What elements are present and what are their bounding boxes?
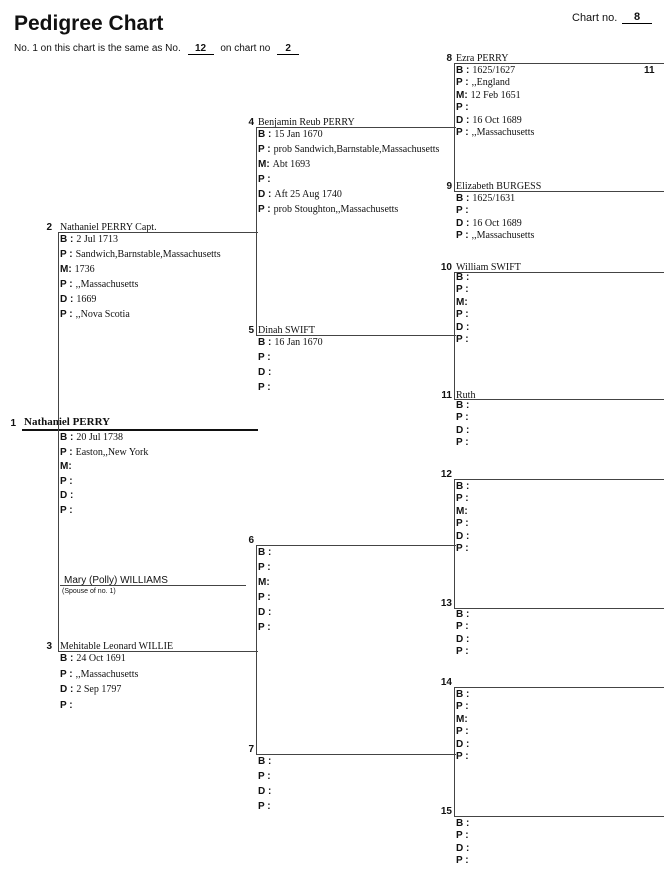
field-label: P : xyxy=(456,102,469,114)
field-label: P : xyxy=(258,352,271,363)
tick-7 xyxy=(440,754,454,755)
person-14-field-row xyxy=(456,689,472,700)
person-1-field-row xyxy=(60,505,76,516)
spouse-name: Mary (Polly) WILLIAMS xyxy=(64,575,168,586)
chart-number-value: 8 xyxy=(622,11,652,24)
same-as-prefix: No. 1 on this chart is the same as No. xyxy=(14,43,181,54)
person-12-field-row xyxy=(456,531,472,542)
field-label: P : xyxy=(456,205,469,217)
person-11-field-row xyxy=(456,400,472,411)
field-label: P : xyxy=(60,475,73,487)
person-4-field-row xyxy=(258,174,274,185)
person-3-field-row xyxy=(60,653,126,664)
person-5-number: 5 xyxy=(248,325,254,336)
field-label: P : xyxy=(60,668,73,680)
field-label: P : xyxy=(258,382,271,393)
person-7-field-row xyxy=(258,786,274,797)
person-8-field-row xyxy=(456,77,510,88)
field-label: D : xyxy=(258,607,272,618)
person-1-field-row xyxy=(60,461,75,472)
field-label: P : xyxy=(456,726,469,738)
person-4-number: 4 xyxy=(248,117,254,128)
connector-14-15 xyxy=(454,687,455,817)
person-4-field-row xyxy=(258,129,323,140)
person-3-name: Mehitable Leonard WILLIE xyxy=(60,641,174,652)
person-9-name: Elizabeth BURGESS xyxy=(456,181,542,192)
field-value: 2 Sep 1797 xyxy=(76,684,122,695)
field-label: P : xyxy=(258,204,271,215)
person-8-line xyxy=(454,63,664,64)
field-label: P : xyxy=(456,855,469,867)
connector-10-11 xyxy=(454,272,455,400)
person-11-number: 11 xyxy=(441,390,452,401)
field-label: P : xyxy=(456,543,469,554)
field-value: 24 Oct 1691 xyxy=(76,653,126,664)
field-label: B : xyxy=(456,689,470,700)
person-7-field-row xyxy=(258,756,274,767)
field-label: B : xyxy=(258,547,272,558)
person-15-field-row xyxy=(456,830,472,841)
spouse-line xyxy=(60,585,246,586)
field-label: M: xyxy=(60,461,72,472)
field-label: M: xyxy=(456,713,468,725)
tick-5 xyxy=(440,335,454,336)
field-value: ,,Massachusetts xyxy=(75,668,139,680)
person-13-field-row xyxy=(456,621,472,632)
person-11-field-row xyxy=(456,412,472,423)
field-value: Sandwich,Barnstable,Massachusetts xyxy=(75,249,221,260)
person-3-field-row xyxy=(60,700,76,711)
person-12-field-row xyxy=(456,543,472,554)
field-label: P : xyxy=(258,592,271,603)
field-label: P : xyxy=(258,174,271,185)
person-5-line xyxy=(256,335,456,336)
field-value: 1625/1631 xyxy=(472,193,516,204)
person-10-name: William SWIFT xyxy=(456,262,521,273)
field-label: P : xyxy=(60,309,73,320)
person-12-field-row xyxy=(456,518,472,529)
person-4-name: Benjamin Reub PERRY xyxy=(258,117,355,128)
field-value: ,,Nova Scotia xyxy=(75,309,130,320)
person-4-field-row xyxy=(258,204,398,215)
field-label: P : xyxy=(258,144,271,155)
person-2-field-row xyxy=(60,279,138,290)
person-8-name: Ezra PERRY xyxy=(456,53,509,64)
person-5-field-row xyxy=(258,352,274,363)
field-label: P : xyxy=(456,830,469,842)
person-7-field-row xyxy=(258,801,274,812)
person-14-field-row xyxy=(456,701,472,712)
field-label: P : xyxy=(456,621,469,633)
field-label: P : xyxy=(456,230,469,242)
person-15-field-row xyxy=(456,855,472,866)
page-title: Pedigree Chart xyxy=(14,12,164,35)
field-label: P : xyxy=(456,309,469,321)
person-14-field-row xyxy=(456,739,472,750)
field-label: P : xyxy=(456,646,469,658)
connector-8-9 xyxy=(454,63,455,192)
field-label: P : xyxy=(60,279,73,290)
field-label: D : xyxy=(60,294,74,305)
field-label: D : xyxy=(456,738,470,750)
person-2-field-row xyxy=(60,294,96,305)
person-2-name: Nathaniel PERRY Capt. xyxy=(60,222,157,233)
person-1-field-row xyxy=(60,490,76,501)
field-label: B : xyxy=(60,432,74,443)
field-label: M: xyxy=(456,505,468,517)
field-label: P : xyxy=(60,504,73,516)
person-15-number: 15 xyxy=(440,806,452,817)
person-12-number: 12 xyxy=(440,469,452,480)
field-label: D : xyxy=(258,367,272,378)
person-6-field-row xyxy=(258,562,274,573)
field-label: P : xyxy=(258,562,271,573)
field-label: B : xyxy=(456,481,470,492)
person-10-line xyxy=(454,272,664,273)
field-label: P : xyxy=(456,437,469,449)
person-9-number: 9 xyxy=(446,181,452,192)
field-label: D : xyxy=(456,633,470,645)
person-8-field-row xyxy=(456,90,521,101)
person-2-number: 2 xyxy=(46,222,52,233)
field-value: Abt 1693 xyxy=(272,159,311,170)
field-label: B : xyxy=(258,756,272,767)
person-13-field-row xyxy=(456,646,472,657)
field-label: P : xyxy=(456,518,469,530)
person-8-field-row xyxy=(456,127,534,138)
field-label: D : xyxy=(456,217,470,229)
on-chart-number: 2 xyxy=(277,43,299,55)
person-9-field-row xyxy=(456,193,515,204)
person-11-field-row xyxy=(456,437,472,448)
person-11-name: Ruth xyxy=(456,390,476,401)
field-value: prob Stoughton,,Massachusetts xyxy=(273,204,399,215)
person-14-field-row xyxy=(456,714,471,725)
person-10-field-row xyxy=(456,297,471,308)
person-13-line xyxy=(454,608,664,609)
person-9-line xyxy=(454,191,664,192)
field-label: M: xyxy=(456,89,468,101)
person-9-field-row xyxy=(456,218,522,229)
connector-6-7 xyxy=(256,545,257,755)
person-4-line xyxy=(256,127,456,128)
person-4-field-row xyxy=(258,159,310,170)
person-6-field-row xyxy=(258,592,274,603)
person-8-continuation-number: 11 xyxy=(644,65,655,76)
person-2-field-row xyxy=(60,264,95,275)
field-value: 1625/1627 xyxy=(472,65,516,76)
field-label: D : xyxy=(60,684,74,695)
person-14-number: 14 xyxy=(440,677,452,688)
field-label: B : xyxy=(258,337,272,348)
person-15-field-row xyxy=(456,818,472,829)
field-label: P : xyxy=(60,249,73,260)
field-label: D : xyxy=(258,786,272,797)
person-6-field-row xyxy=(258,622,274,633)
person-10-field-row xyxy=(456,334,472,345)
person-1-field-row xyxy=(60,447,148,458)
person-14-field-row xyxy=(456,751,472,762)
person-7-number: 7 xyxy=(248,744,254,755)
person-6-line xyxy=(256,545,456,546)
field-label: B : xyxy=(258,129,272,140)
field-label: D : xyxy=(456,114,470,126)
person-2-line xyxy=(58,232,258,233)
person-6-number: 6 xyxy=(248,535,254,546)
person-9-field-row xyxy=(456,205,472,216)
person-13-number: 13 xyxy=(440,598,452,609)
person-3-field-row xyxy=(60,669,138,680)
person-5-field-row xyxy=(258,367,274,378)
field-label: P : xyxy=(456,412,469,424)
field-label: D : xyxy=(456,321,470,333)
field-label: M: xyxy=(258,577,270,588)
person-3-field-row xyxy=(60,684,121,695)
person-7-field-row xyxy=(258,771,274,782)
connector-12-13 xyxy=(454,479,455,609)
person-4-field-row xyxy=(258,189,342,200)
person-1-name: Nathaniel PERRY xyxy=(24,416,111,428)
person-10-field-row xyxy=(456,309,472,320)
person-5-name: Dinah SWIFT xyxy=(258,325,315,336)
field-value: Easton,,New York xyxy=(75,446,149,458)
person-1-number: 1 xyxy=(10,418,16,429)
field-value: ,,Massachusetts xyxy=(471,230,535,242)
person-13-field-row xyxy=(456,609,472,620)
field-label: M: xyxy=(456,296,468,308)
person-2-field-row xyxy=(60,249,221,260)
person-8-field-row xyxy=(456,115,522,126)
on-chart-label: on chart no xyxy=(220,43,271,54)
field-value: 12 Feb 1651 xyxy=(470,89,521,101)
person-3-number: 3 xyxy=(46,641,52,652)
person-11-field-row xyxy=(456,425,472,436)
field-value: ,,England xyxy=(471,77,510,89)
person-14-field-row xyxy=(456,726,472,737)
person-12-field-row xyxy=(456,506,471,517)
connector-2-3 xyxy=(58,232,59,652)
field-value: prob Sandwich,Barnstable,Massachusetts xyxy=(273,144,440,155)
person-13-field-row xyxy=(456,634,472,645)
tick-2 xyxy=(256,232,258,233)
person-1-field-row xyxy=(60,476,76,487)
field-label: B : xyxy=(456,400,470,411)
field-label: P : xyxy=(456,284,469,296)
field-label: P : xyxy=(456,77,469,89)
person-2-field-row xyxy=(60,234,118,245)
field-value: 15 Jan 1670 xyxy=(274,129,323,140)
person-8-field-row xyxy=(456,102,472,113)
field-value: Aft 25 Aug 1740 xyxy=(274,189,342,200)
person-6-field-row xyxy=(258,607,274,618)
field-label: D : xyxy=(456,842,470,854)
spouse-note: (Spouse of no. 1) xyxy=(62,588,116,595)
field-label: P : xyxy=(456,493,469,505)
person-15-field-row xyxy=(456,843,472,854)
field-value: 20 Jul 1738 xyxy=(76,432,124,443)
field-label: B : xyxy=(456,272,470,283)
field-label: B : xyxy=(60,234,74,245)
person-12-line xyxy=(454,479,664,480)
field-value: 16 Oct 1689 xyxy=(472,217,522,229)
field-label: D : xyxy=(258,189,272,200)
person-8-number: 8 xyxy=(446,53,452,64)
person-10-field-row xyxy=(456,322,472,333)
field-label: P : xyxy=(258,622,271,633)
field-label: P : xyxy=(456,127,469,138)
field-label: B : xyxy=(456,818,470,829)
person-5-field-row xyxy=(258,382,274,393)
person-10-number: 10 xyxy=(440,262,452,273)
person-2-field-row xyxy=(60,309,130,320)
person-5-field-row xyxy=(258,337,323,348)
person-4-field-row xyxy=(258,144,439,155)
field-label: D : xyxy=(60,490,74,501)
field-label: P : xyxy=(60,446,73,458)
person-1-field-row xyxy=(60,432,123,443)
chart-number-label: Chart no. xyxy=(572,12,618,24)
person-12-field-row xyxy=(456,481,472,492)
field-label: M: xyxy=(60,264,72,275)
field-label: D : xyxy=(456,530,470,542)
person-8-field-row xyxy=(456,65,515,76)
field-label: P : xyxy=(456,334,469,345)
field-label: P : xyxy=(258,801,271,812)
field-value: 16 Jan 1670 xyxy=(274,337,323,348)
person-15-line xyxy=(454,816,664,817)
field-label: P : xyxy=(60,699,73,711)
field-value: ,,Massachusetts xyxy=(471,127,535,138)
person-10-field-row xyxy=(456,284,472,295)
tick-6 xyxy=(440,545,454,546)
field-value: 1669 xyxy=(76,294,97,305)
person-11-line xyxy=(454,399,664,400)
field-label: B : xyxy=(456,609,470,620)
person-7-line xyxy=(256,754,456,755)
person-6-field-row xyxy=(258,577,273,588)
person-9-field-row xyxy=(456,230,534,241)
field-label: P : xyxy=(456,751,469,762)
field-label: P : xyxy=(456,701,469,713)
field-label: D : xyxy=(456,424,470,436)
person-3-line xyxy=(58,651,258,652)
field-value: 1736 xyxy=(74,264,95,275)
person-12-field-row xyxy=(456,493,472,504)
field-value: ,,Massachusetts xyxy=(75,279,139,290)
person-10-field-row xyxy=(456,272,472,283)
field-label: B : xyxy=(60,653,74,664)
field-label: B : xyxy=(456,65,470,76)
same-as-number: 12 xyxy=(188,43,214,55)
field-value: 2 Jul 1713 xyxy=(76,234,119,245)
field-label: B : xyxy=(456,193,470,204)
field-label: M: xyxy=(258,159,270,170)
field-value: 16 Oct 1689 xyxy=(472,114,522,126)
tick-3 xyxy=(256,651,258,652)
person-14-line xyxy=(454,687,664,688)
person-6-field-row xyxy=(258,547,274,558)
field-label: P : xyxy=(258,771,271,782)
tick-4 xyxy=(440,127,454,128)
same-as-line xyxy=(14,43,299,55)
